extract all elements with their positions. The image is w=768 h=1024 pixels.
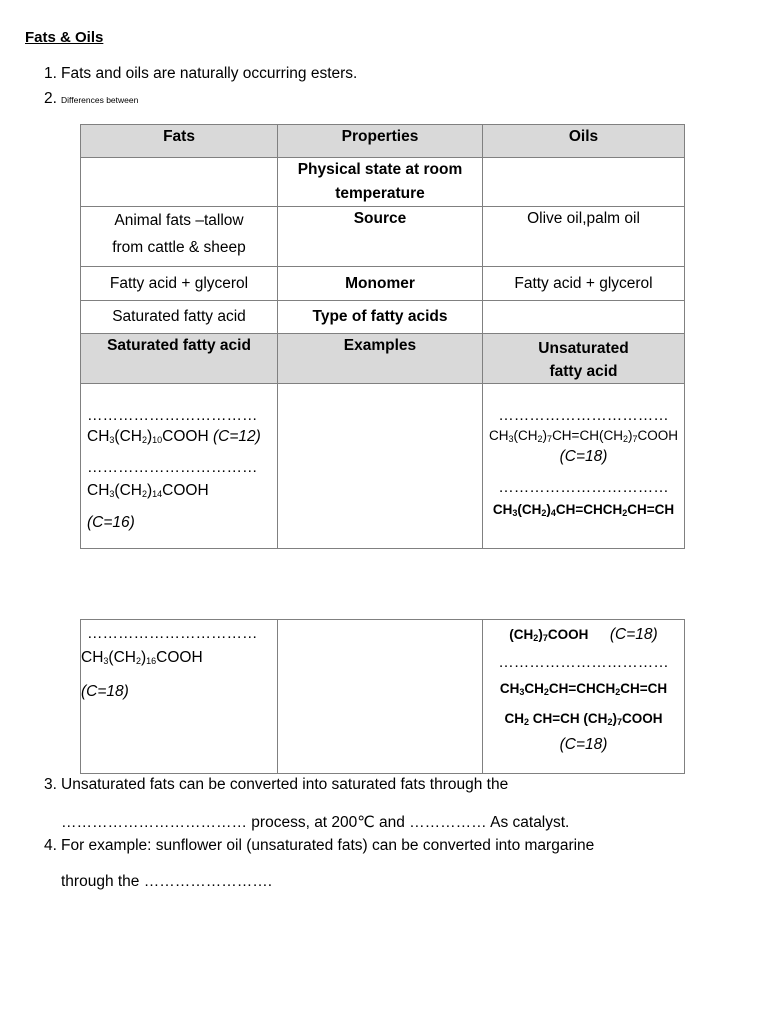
table-row: [81, 384, 685, 549]
list-item-3-continuation: ……………………………… process, at 200℃ and …………… As catalyst.: [61, 814, 570, 831]
table-row: [81, 267, 685, 301]
page-title: Fats & Oils: [25, 29, 104, 46]
list-item-3: 3. Unsaturated fats can be converted into saturated fats through the: [44, 776, 509, 793]
table-cell: Saturated fatty acid: [81, 334, 278, 384]
table-cell: Monomer: [278, 267, 483, 301]
table-row: [81, 207, 685, 267]
formula-linolenic-part1: $CH_3CH_2CH=CHCH_2CH=CH$: [499, 681, 668, 697]
table-row: [81, 334, 685, 384]
oils-examples-cell: …………………………… $CH_3(CH_2)_7CH=CH(CH_2)_7COOH$ (C=18) …………………………… $CH_3(CH_2)_4CH=CHCH_2CH=CH$: [483, 384, 685, 549]
table-cell: Olive oil,palm oil: [483, 207, 685, 267]
table-cell: Type of fatty acids: [278, 301, 483, 334]
continued-table: [80, 619, 685, 774]
header-oils: Oils: [483, 125, 685, 158]
table-row: [81, 301, 685, 334]
table-cell: Saturated fatty acid: [81, 301, 278, 334]
table-cell: Physical state at room temperature: [278, 158, 483, 207]
comparison-table: [80, 124, 685, 549]
formula-linoleic-end: $(CH_2)_7COOH$ (C=18): [509, 626, 658, 643]
oils-examples-cell: $(CH_2)_7COOH$ (C=18) …………………………… $CH_3CH_2CH=CHCH_2CH=CH$ $CH_2$ CH=CH $(CH_2)_7COOH$ (C=18): [483, 620, 685, 774]
table-cell: [483, 158, 685, 207]
table-cell: [483, 301, 685, 334]
table-cell: Source: [278, 207, 483, 267]
table-cell: Fatty acid + glycerol: [483, 267, 685, 301]
header-fats: Fats: [81, 125, 278, 158]
table-cell: [81, 158, 278, 207]
table-row: [81, 620, 685, 774]
formula-linoleic-part: $CH_3(CH_2)_4CH=CHCH_2CH=CH$: [492, 502, 675, 518]
table-cell: [278, 384, 483, 549]
fats-examples-cell: …………………………… $CH_3(CH_2)_{10}COOH$ (C=12) …………………………… $CH_3(CH_2)_{14}COOH$ (C=16): [81, 384, 278, 549]
formula-linolenic-part2: $CH_2$ CH=CH $(CH_2)_7COOH$: [504, 711, 663, 727]
table-header-row: [81, 125, 685, 158]
list-item-1: 1. Fats and oils are naturally occurring esters.: [44, 65, 358, 82]
list-item-4: 4. For example: sunflower oil (unsaturated fats) can be converted into margarine: [44, 837, 595, 854]
formula-palmitic: $CH_3(CH_2)_{14}COOH$: [87, 482, 209, 499]
header-properties: Properties: [278, 125, 483, 158]
list-item-4-continuation: through the …………………….: [61, 873, 273, 890]
table-cell: Animal fats –tallow from cattle & sheep: [81, 207, 278, 267]
table-cell: Examples: [278, 334, 483, 384]
formula-stearic: $CH_3(CH_2)_{16}COOH$: [81, 649, 203, 666]
fats-examples-cell: …………………………… $CH_3(CH_2)_{16}COOH$ (C=18): [81, 620, 278, 774]
formula-lauric: $CH_3(CH_2)_{10}COOH$ (C=12): [87, 428, 261, 445]
table-cell: Unsaturated fatty acid: [483, 334, 685, 384]
table-row: [81, 158, 685, 207]
table-cell: [278, 620, 483, 774]
list-item-2: 2. Differences between: [44, 90, 139, 107]
table-cell: Fatty acid + glycerol: [81, 267, 278, 301]
formula-oleic: $CH_3(CH_2)_7CH=CH(CH_2)_7COOH$: [489, 428, 678, 444]
